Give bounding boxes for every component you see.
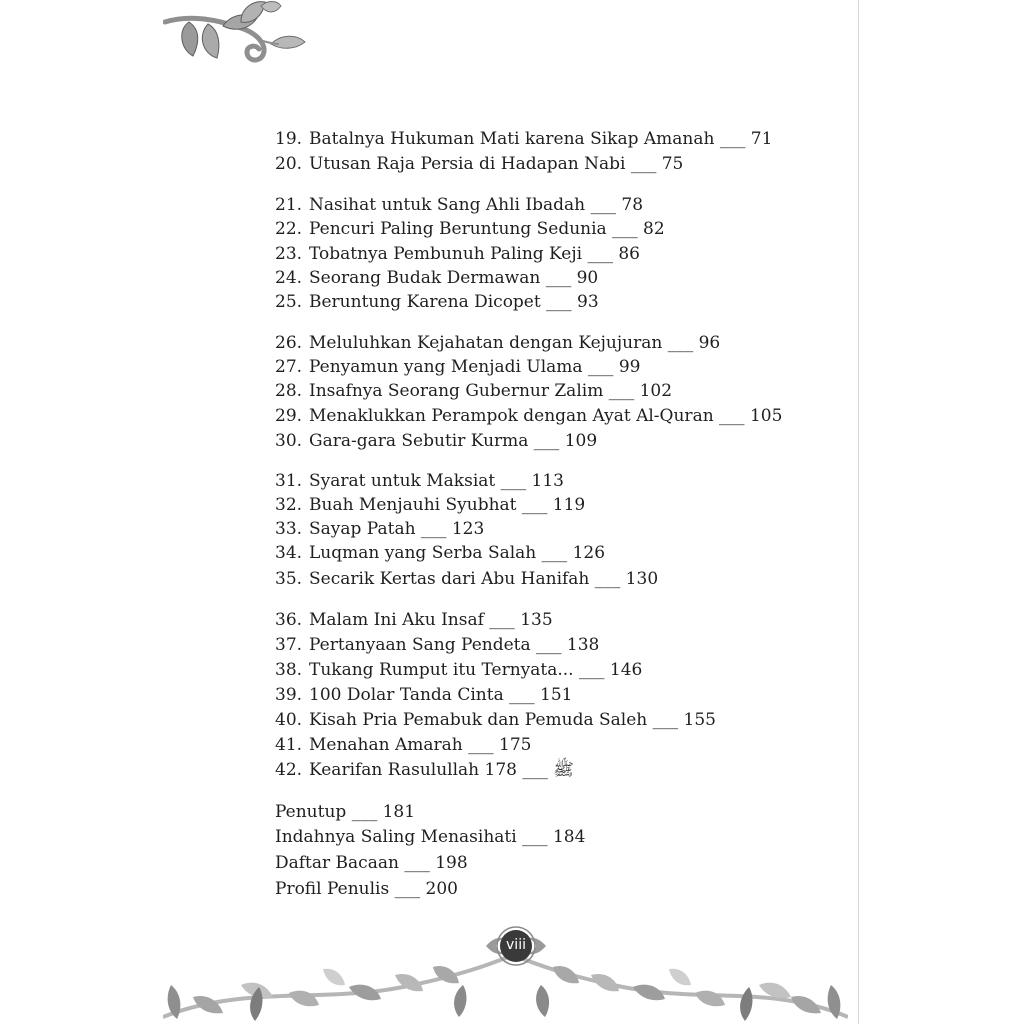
toc-entry-title: Batalnya Hukuman Mati karena Sikap Amanah ___ 71 bbox=[309, 129, 773, 149]
toc-entry-number: 28. bbox=[275, 381, 303, 401]
toc-entry-title: Secarik Kertas dari Abu Hanifah ___ 130 bbox=[309, 569, 659, 589]
toc-entry-number: 35. bbox=[275, 569, 303, 589]
toc-entry-title: Malam Ini Aku Insaf ___ 135 bbox=[309, 610, 553, 630]
toc-entry-title: Utusan Raja Persia di Hadapan Nabi ___ 75 bbox=[309, 154, 684, 174]
toc-entry-title: 100 Dolar Tanda Cinta ___ 151 bbox=[309, 685, 573, 705]
toc-back-matter-title: Profil Penulis ___ 200 bbox=[275, 879, 458, 899]
toc-entry-number: 41. bbox=[275, 735, 303, 755]
toc-entry-number: 38. bbox=[275, 660, 303, 680]
toc-entry-title: Meluluhkan Kejahatan dengan Kejujuran ___ 96 bbox=[309, 333, 721, 353]
toc-entry-title: Tobatnya Pembunuh Paling Keji ___ 86 bbox=[309, 244, 641, 264]
toc-entry-number: 26. bbox=[275, 333, 303, 353]
toc-entry-number: 29. bbox=[275, 406, 303, 426]
toc-entry-number: 20. bbox=[275, 154, 303, 174]
toc-entry-number: 42. bbox=[275, 760, 303, 780]
toc-entry-title: Sayap Patah ___ 123 bbox=[309, 519, 485, 539]
table-of-contents bbox=[275, 0, 835, 1024]
toc-entry-title: Luqman yang Serba Salah ___ 126 bbox=[309, 543, 606, 563]
toc-entry-title: Nasihat untuk Sang Ahli Ibadah ___ 78 bbox=[309, 195, 644, 215]
toc-entry-number: 19. bbox=[275, 129, 303, 149]
toc-entry-title: Buah Menjauhi Syubhat ___ 119 bbox=[309, 495, 586, 515]
toc-entry-number: 21. bbox=[275, 195, 303, 215]
toc-entry-title: Seorang Budak Dermawan ___ 90 bbox=[309, 268, 599, 288]
toc-entry-title: Pencuri Paling Beruntung Sedunia ___ 82 bbox=[309, 219, 665, 239]
toc-entry-title: Insafnya Seorang Gubernur Zalim ___ 102 bbox=[309, 381, 673, 401]
toc-entry-number: 39. bbox=[275, 685, 303, 705]
toc-entry-number: 37. bbox=[275, 635, 303, 655]
toc-entry-title: Syarat untuk Maksiat ___ 113 bbox=[309, 471, 564, 491]
toc-entry-number: 30. bbox=[275, 431, 303, 451]
toc-entry-number: 25. bbox=[275, 292, 303, 312]
toc-entry-number: 23. bbox=[275, 244, 303, 264]
toc-entry-number: 40. bbox=[275, 710, 303, 730]
toc-entry-title: Menahan Amarah ___ 175 bbox=[309, 735, 532, 755]
toc-entry-title: Tukang Rumput itu Ternyata... ___ 146 bbox=[309, 660, 643, 680]
toc-entry-number: 24. bbox=[275, 268, 303, 288]
toc-entry-title: Kisah Pria Pemabuk dan Pemuda Saleh ___ 155 bbox=[309, 710, 716, 730]
toc-entry-title: Pertanyaan Sang Pendeta ___ 138 bbox=[309, 635, 600, 655]
toc-entry-number: 33. bbox=[275, 519, 303, 539]
page-number: viii bbox=[506, 937, 526, 953]
toc-entry-title: Menaklukkan Perampok dengan Ayat Al-Quran ___ 105 bbox=[309, 406, 783, 426]
toc-entry-number: 31. bbox=[275, 471, 303, 491]
toc-entry-title: Gara-gara Sebutir Kurma ___ 109 bbox=[309, 431, 598, 451]
toc-entry-title: Penyamun yang Menjadi Ulama ___ 99 bbox=[309, 357, 641, 377]
toc-entry-number: 22. bbox=[275, 219, 303, 239]
toc-back-matter-title: Indahnya Saling Menasihati ___ 184 bbox=[275, 827, 586, 847]
toc-entry-title: Beruntung Karena Dicopet ___ 93 bbox=[309, 292, 599, 312]
page-edge-divider bbox=[858, 0, 859, 1024]
page-number-badge bbox=[484, 925, 548, 967]
toc-back-matter-title: Daftar Bacaan ___ 198 bbox=[275, 853, 468, 873]
toc-back-matter-title: Penutup ___ 181 bbox=[275, 802, 416, 822]
toc-entry-number: 27. bbox=[275, 357, 303, 377]
toc-entry-title: Kearifan Rasulullah ﷺ ___ 178 bbox=[309, 760, 574, 780]
toc-entry-number: 34. bbox=[275, 543, 303, 563]
toc-entry-number: 36. bbox=[275, 610, 303, 630]
toc-entry-number: 32. bbox=[275, 495, 303, 515]
